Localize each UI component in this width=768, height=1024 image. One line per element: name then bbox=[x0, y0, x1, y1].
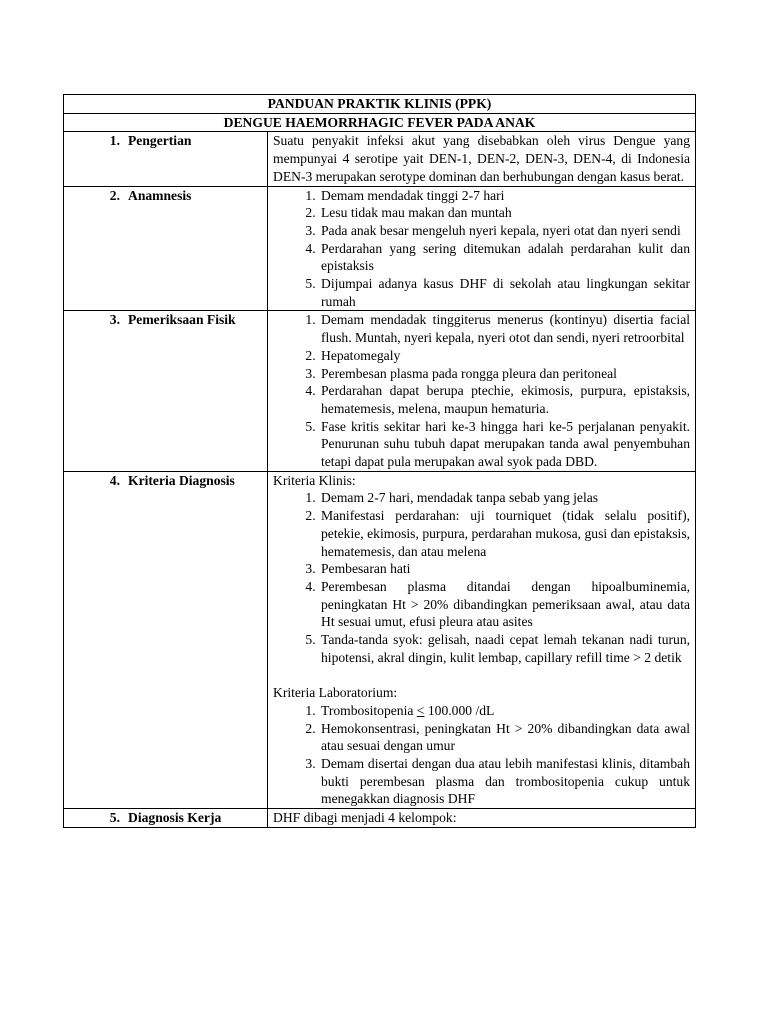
row-number: 1. bbox=[109, 133, 120, 149]
list-item: 3. Pembesaran hati bbox=[319, 560, 690, 578]
list-item: 3. Pada anak besar mengeluh nyeri kepala, nyeri otat dan nyeri sendi bbox=[319, 222, 690, 240]
lab-item-suffix: 100.000 /dL bbox=[424, 702, 495, 718]
document-title: PANDUAN PRAKTIK KLINIS (PPK) bbox=[64, 95, 696, 114]
lab-criteria-list bbox=[273, 702, 690, 808]
list-item: 3. Perembesan plasma pada rongga pleura dan peritoneal bbox=[319, 365, 690, 383]
row-label-diagnosis-kerja bbox=[64, 809, 268, 828]
list-item: 4. Perembesan plasma ditandai dengan hipoalbuminemia, peningkatan Ht > 20% dibandingkan pemeriksaan awal, atau data Ht sesuai umut, efusi pleura atau asites bbox=[319, 578, 690, 631]
row-content-anamnesis bbox=[268, 186, 696, 311]
list-item: 5. Dijumpai adanya kasus DHF di sekolah atau lingkungan sekitar rumah bbox=[319, 275, 690, 310]
clinical-criteria-list bbox=[273, 489, 690, 666]
table-row bbox=[64, 132, 696, 186]
row-label-anamnesis bbox=[64, 186, 268, 311]
clinical-criteria-heading: Kriteria Klinis: bbox=[273, 472, 356, 488]
row-content-pengertian bbox=[268, 132, 696, 186]
list-item: 4. Perdarahan dapat berupa ptechie, ekimosis, purpura, epistaksis, hematemesis, melena, maupun hematuria. bbox=[319, 382, 690, 417]
lab-criteria-heading: Kriteria Laboratorium: bbox=[273, 685, 398, 701]
list-item bbox=[319, 702, 690, 720]
document-subtitle: DENGUE HAEMORRHAGIC FEVER PADA ANAK bbox=[64, 113, 696, 132]
list-item: 5. Fase kritis sekitar hari ke-3 hingga hari ke-5 perjalanan penyakit. Penurunan suhu tubuh dapat merupakan tanda awal penyembuhan tetapi dapat pula merupakan awal syok pada DBD. bbox=[319, 418, 690, 471]
table-row bbox=[64, 471, 696, 808]
working-diagnosis-text: DHF dibagi menjadi 4 kelompok: bbox=[273, 810, 457, 826]
table-row bbox=[64, 186, 696, 311]
row-content-diagnosis-kerja bbox=[268, 809, 696, 828]
lab-item-prefix: Trombositopenia bbox=[321, 702, 417, 718]
list-item: 2. Hepatomegaly bbox=[319, 347, 690, 365]
list-item: 2. Manifestasi perdarahan: uji tourniquet (tidak selalu positif), petekie, ekimosis, purpura, perdarahan mukosa, gusi dan epistaksis, hematemesis, dan atau melena bbox=[319, 507, 690, 560]
table-row bbox=[64, 311, 696, 471]
list-item: 1. Demam mendadak tinggiterus menerus (kontinyu) disertia facial flush. Muntah, nyeri kepala, nyeri otot dan sendi, nyeri retroorbital bbox=[319, 311, 690, 346]
ppk-table bbox=[63, 94, 696, 828]
list-item: 4. Perdarahan yang sering ditemukan adalah perdarahan kulit dan epistaksis bbox=[319, 240, 690, 275]
table-subtitle-row bbox=[64, 113, 696, 132]
row-label-kriteria-diagnosis bbox=[64, 471, 268, 808]
row-content-pemeriksaan-fisik bbox=[268, 311, 696, 471]
anamnesis-list bbox=[273, 187, 690, 311]
row-number: 2. bbox=[109, 187, 120, 203]
list-item: 5. Tanda-tanda syok: gelisah, naadi cepat lemah tekanan nadi turun, hipotensi, akral dingin, kulit lembap, capillary refill time > 2 detik bbox=[319, 631, 690, 666]
row-label: Anamnesis bbox=[128, 187, 192, 203]
row-label-pemeriksaan-fisik bbox=[64, 311, 268, 471]
list-item: 2. Hemokonsentrasi, peningkatan Ht > 20% dibandingkan data awal atau sesuai dengan umur bbox=[319, 720, 690, 755]
row-label: Pengertian bbox=[128, 133, 192, 149]
spacer bbox=[273, 667, 690, 685]
list-item: 2. Lesu tidak mau makan dan muntah bbox=[319, 204, 690, 222]
list-item: 3. Demam disertai dengan dua atau lebih manifestasi klinis, ditambah bukti perembesan plasma dan trombositopenia cukup untuk menegakkan diagnosis DHF bbox=[319, 755, 690, 808]
list-item: 1. Demam 2-7 hari, mendadak tanpa sebab yang jelas bbox=[319, 489, 690, 507]
row-content-kriteria-diagnosis bbox=[268, 471, 696, 808]
row-label: Diagnosis Kerja bbox=[128, 810, 222, 826]
definition-text: Suatu penyakit infeksi akut yang disebabkan oleh virus Dengue yang mempunyai 4 serotipe yait DEN-1, DEN-2, DEN-3, DEN-4, di Indonesia DEN-3 merupakan serotype dominan dan berhubungan dengan kasus berat. bbox=[273, 133, 691, 184]
list-item: 1. Demam mendadak tinggi 2-7 hari bbox=[319, 187, 690, 205]
physical-exam-list bbox=[273, 311, 690, 470]
row-label: Kriteria Diagnosis bbox=[128, 472, 235, 488]
table-title-row bbox=[64, 95, 696, 114]
row-number: 4. bbox=[109, 472, 120, 488]
row-label-pengertian bbox=[64, 132, 268, 186]
less-equal-symbol: < bbox=[416, 702, 425, 718]
row-number: 3. bbox=[109, 312, 120, 328]
row-label: Pemeriksaan Fisik bbox=[128, 312, 236, 328]
row-number: 5. bbox=[109, 810, 120, 826]
table-row bbox=[64, 809, 696, 828]
